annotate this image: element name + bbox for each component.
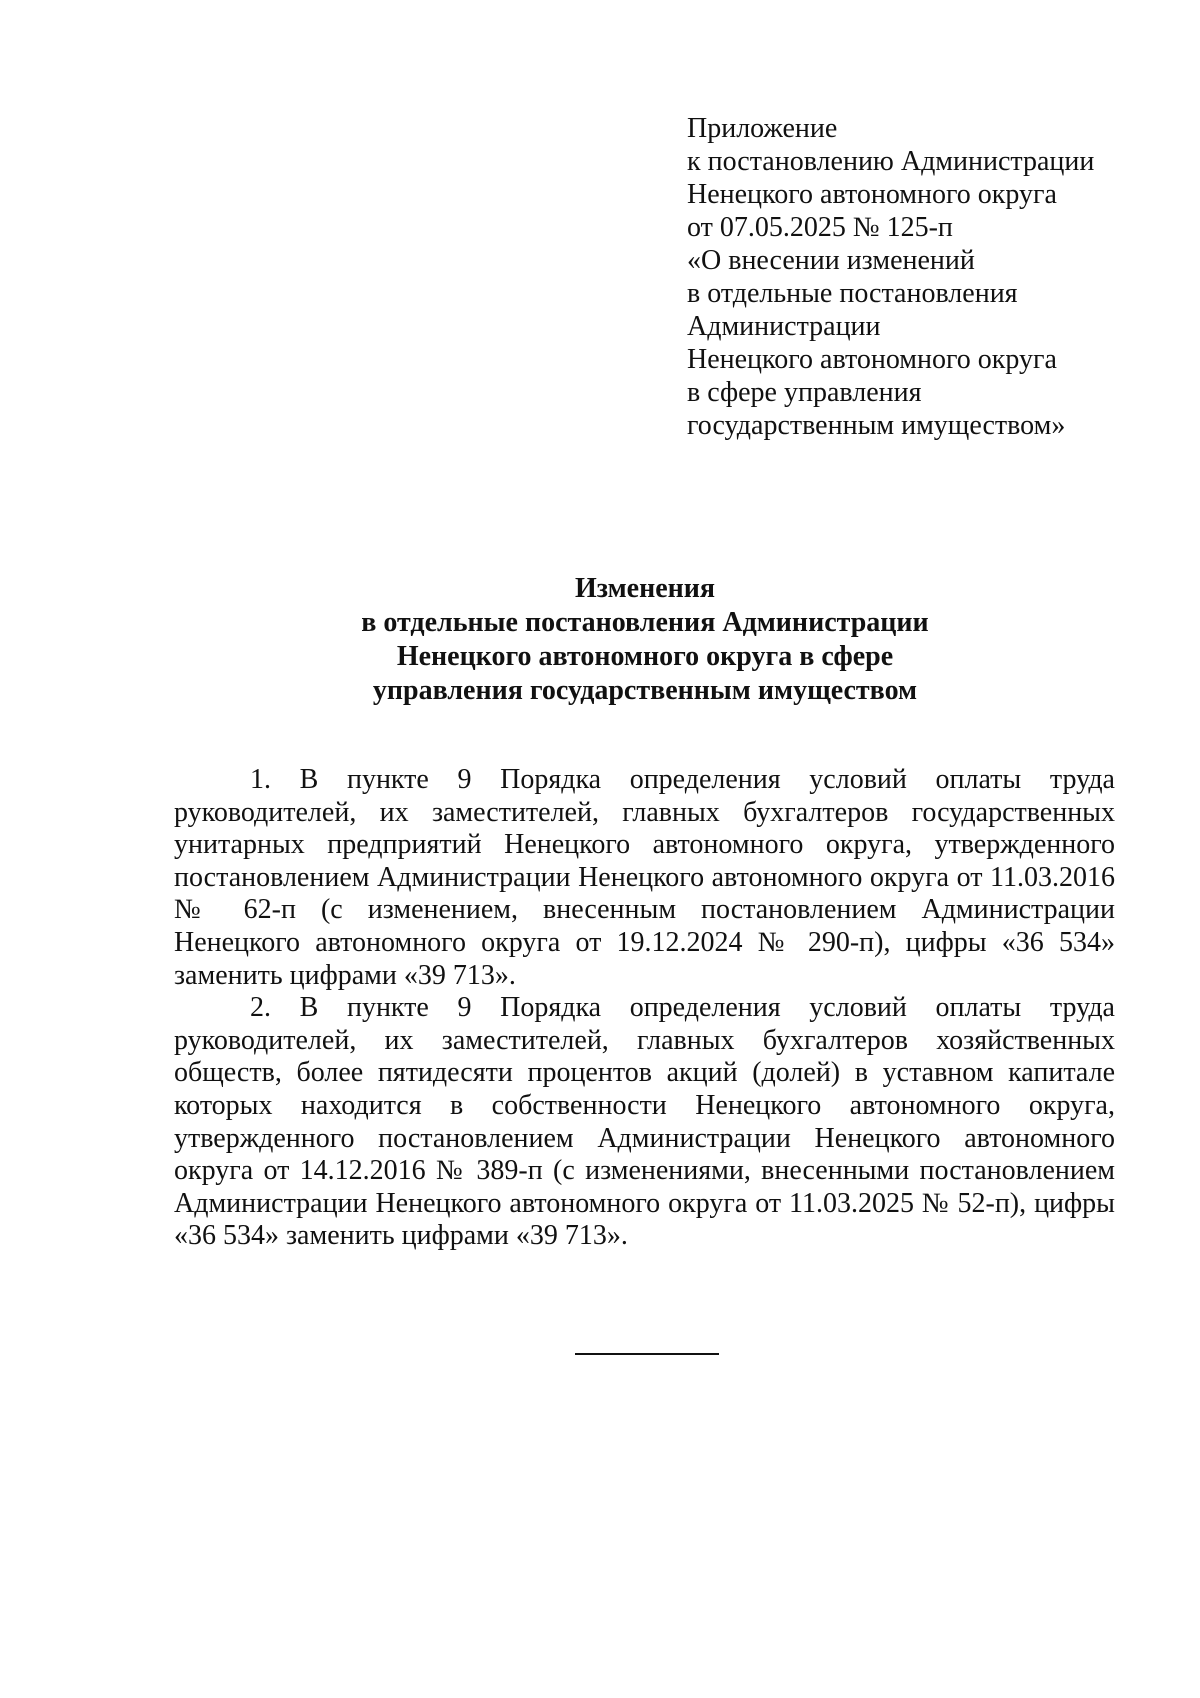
appendix-line: «О внесении изменений [687,245,975,276]
document-title [200,572,1090,708]
title-line: управления государственным имуществом [372,675,918,706]
appendix-line: Ненецкого автономного округа [687,179,1057,210]
appendix-block [687,112,1147,442]
body-paragraph-1: 1. В пункте 9 Порядка определения условий оплаты труда руководителей, их заместителей, главных бухгалтеров государственных унитарных предприятий Ненецкого автономного округа, утвержденного постановлением Администрации Ненецкого автономного округа от 11.03.2016 № 62-п (с изменением, внесенным постановлением Администрации Ненецкого автономного округа от 19.12.2024 № 290-п), цифры «36 534» заменить цифрами «39 713». [174,764,1115,991]
appendix-line: Администрации [687,311,881,342]
title-line: Изменения [574,573,716,604]
appendix-line: государственным имуществом» [687,410,1066,441]
appendix-line: Приложение [687,113,838,144]
document-body [174,764,1115,1253]
appendix-line: от 07.05.2025 № 125-п [687,212,953,243]
appendix-line: Ненецкого автономного округа [687,344,1057,375]
closing-rule [575,1353,719,1355]
title-line: Ненецкого автономного округа в сфере [396,641,894,672]
appendix-line: в отдельные постановления [687,278,1018,309]
appendix-line: в сфере управления [687,377,922,408]
appendix-line: к постановлению Администрации [687,146,1095,177]
title-line: в отдельные постановления Администрации [361,607,929,638]
body-paragraph-2: 2. В пункте 9 Порядка определения условий оплаты труда руководителей, их заместителей, главных бухгалтеров хозяйственных обществ, более пятидесяти процентов акций (долей) в уставном капитале которых находится в собственности Ненецкого автономного округа, утвержденного постановлением Администрации Ненецкого автономного округа от 14.12.2016 № 389-п (с изменениями, внесенными постановлением Администрации Ненецкого автономного округа от 11.03.2025 № 52-п), цифры «36 534» заменить цифрами «39 713». [174,992,1115,1252]
